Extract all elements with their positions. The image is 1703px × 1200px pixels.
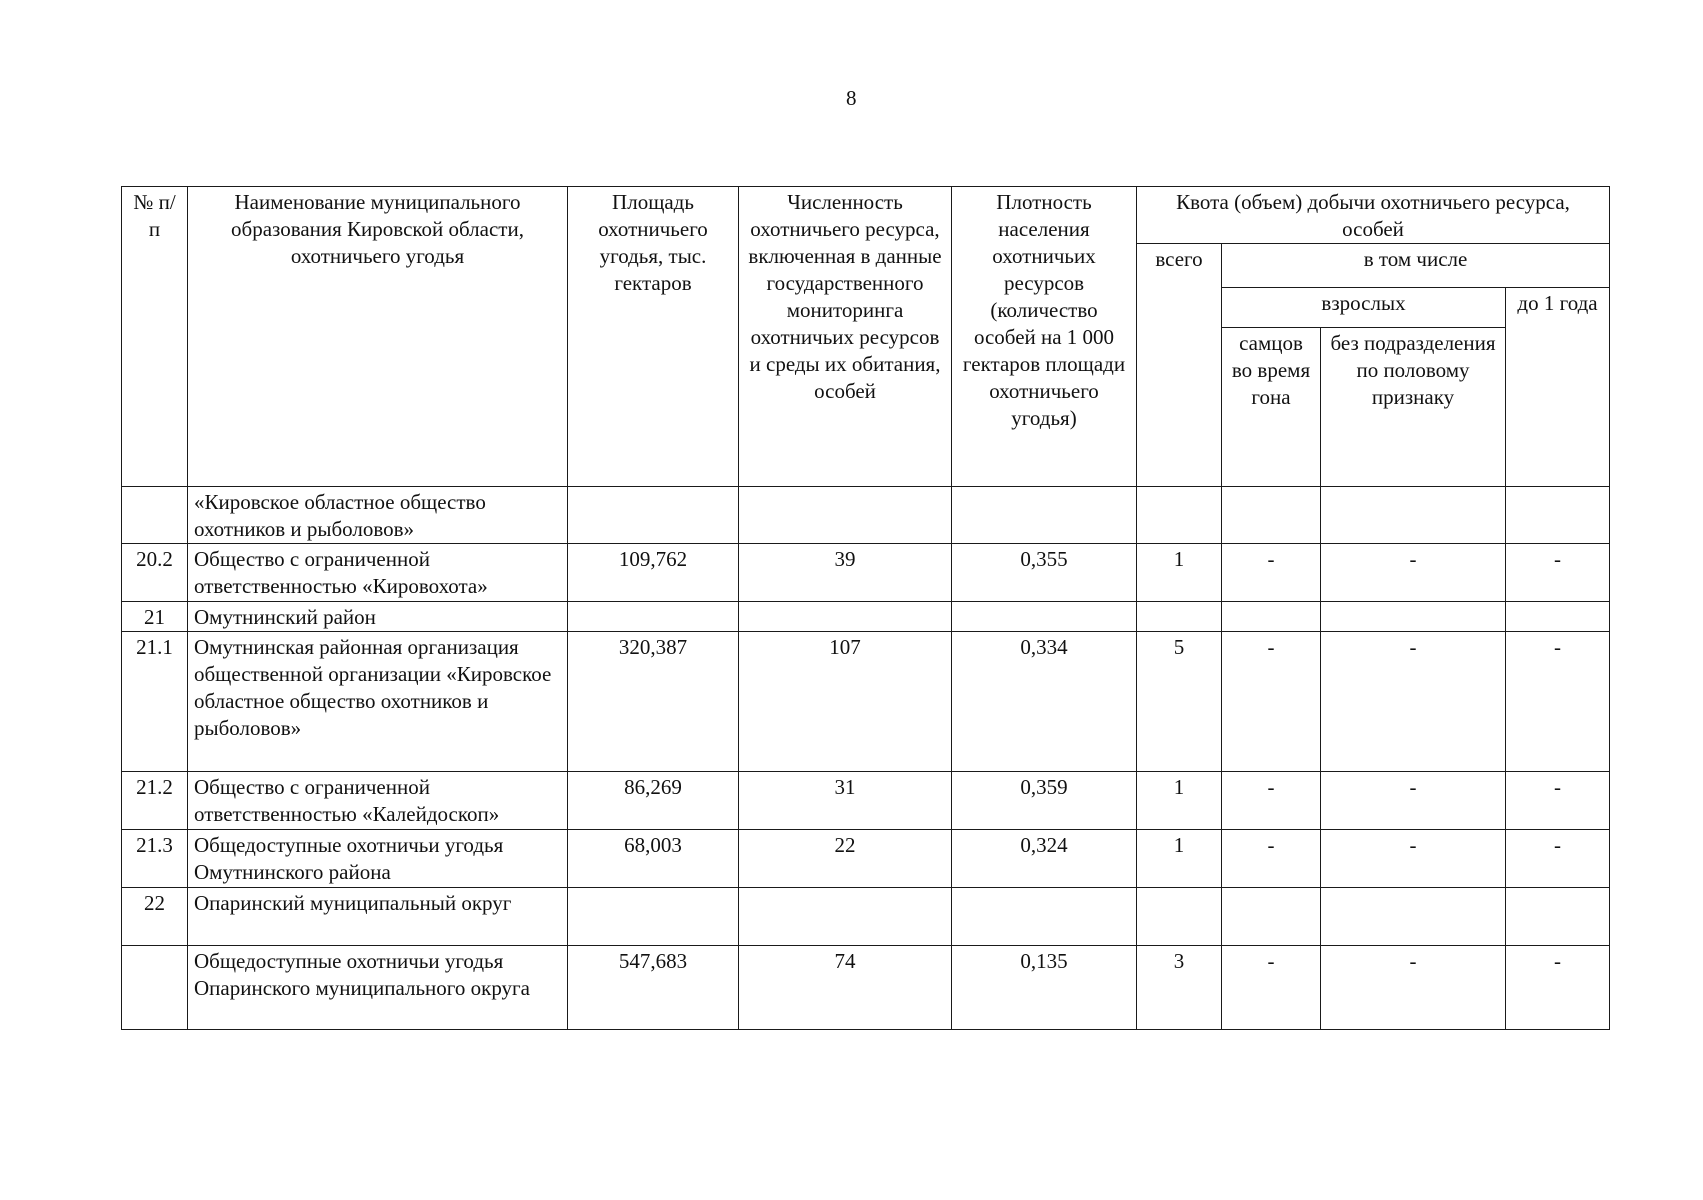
row-total: [1137, 487, 1222, 544]
row-area: 320,387: [568, 632, 739, 772]
row-density: 0,359: [952, 772, 1137, 830]
row-total: 1: [1137, 544, 1222, 602]
row-area: 547,683: [568, 946, 739, 1030]
row-males: [1222, 888, 1321, 946]
row-population: 31: [739, 772, 952, 830]
row-nosex: -: [1321, 632, 1506, 772]
row-total: 3: [1137, 946, 1222, 1030]
row-num: [122, 487, 188, 544]
row-nosex: -: [1321, 772, 1506, 830]
header-population: Численность охотничьего ресурса, включенная в данные государственного мониторинга охотничьих ресурсов и среды их обитания, особей: [739, 187, 952, 487]
row-num: [122, 946, 188, 1030]
row-population: 74: [739, 946, 952, 1030]
row-males: [1222, 602, 1321, 632]
header-density: Плотность населения охотничьих ресурсов (количество особей на 1 000 гектаров площади охотничьего угодья): [952, 187, 1137, 487]
row-nosex: -: [1321, 946, 1506, 1030]
table-row: [122, 946, 1610, 1030]
header-under-one-year: до 1 года: [1506, 288, 1610, 487]
row-name: Общество с ограниченной ответственностью «Калейдоскоп»: [188, 772, 568, 830]
row-males: -: [1222, 946, 1321, 1030]
row-total: 1: [1137, 830, 1222, 888]
row-area: 109,762: [568, 544, 739, 602]
row-total: [1137, 602, 1222, 632]
header-no-sex-split: без подразделения по половому признаку: [1321, 328, 1506, 487]
header-total: всего: [1137, 244, 1222, 487]
table-row: [122, 830, 1610, 888]
row-young: -: [1506, 946, 1610, 1030]
row-density: [952, 487, 1137, 544]
row-population: [739, 602, 952, 632]
row-males: -: [1222, 772, 1321, 830]
table-row: [122, 772, 1610, 830]
row-name: Омутнинская районная организация общественной организации «Кировское областное общество охотников и рыболовов»: [188, 632, 568, 772]
row-males: [1222, 487, 1321, 544]
row-young: -: [1506, 544, 1610, 602]
row-name: Опаринский муниципальный округ: [188, 888, 568, 946]
row-num: 21.1: [122, 632, 188, 772]
table-row: [122, 487, 1610, 544]
row-young: -: [1506, 632, 1610, 772]
header-males-rut: самцов во время гона: [1222, 328, 1321, 487]
row-nosex: -: [1321, 830, 1506, 888]
header-adults: взрослых: [1222, 288, 1506, 328]
row-males: -: [1222, 830, 1321, 888]
row-young: -: [1506, 772, 1610, 830]
row-nosex: -: [1321, 544, 1506, 602]
row-area: 68,003: [568, 830, 739, 888]
page-number: 8: [846, 86, 857, 110]
row-population: 107: [739, 632, 952, 772]
row-nosex: [1321, 487, 1506, 544]
row-males: -: [1222, 632, 1321, 772]
header-num: № п/п: [122, 187, 188, 487]
row-name: Общество с ограниченной ответственностью «Кировохота»: [188, 544, 568, 602]
row-area: [568, 888, 739, 946]
row-young: -: [1506, 830, 1610, 888]
table-row: [122, 602, 1610, 632]
header-area: Площадь охотничьего угодья, тыс. гектаров: [568, 187, 739, 487]
row-total: 1: [1137, 772, 1222, 830]
row-density: 0,135: [952, 946, 1137, 1030]
row-name: Общедоступные охотничьи угодья Опаринского муниципального округа: [188, 946, 568, 1030]
row-young: [1506, 602, 1610, 632]
row-young: [1506, 888, 1610, 946]
header-name: Наименование муниципального образования Кировской области, охотничьего угодья: [188, 187, 568, 487]
row-males: -: [1222, 544, 1321, 602]
row-density: 0,334: [952, 632, 1137, 772]
hunting-quota-table: [121, 186, 1610, 1030]
row-num: 21.3: [122, 830, 188, 888]
row-population: 39: [739, 544, 952, 602]
row-population: [739, 888, 952, 946]
row-density: [952, 602, 1137, 632]
row-num: 20.2: [122, 544, 188, 602]
row-density: 0,324: [952, 830, 1137, 888]
row-area: 86,269: [568, 772, 739, 830]
header-quota: Квота (объем) добычи охотничьего ресурса, особей: [1137, 187, 1610, 244]
row-nosex: [1321, 602, 1506, 632]
row-population: [739, 487, 952, 544]
row-total: 5: [1137, 632, 1222, 772]
row-density: 0,355: [952, 544, 1137, 602]
row-area: [568, 602, 739, 632]
row-population: 22: [739, 830, 952, 888]
row-num: 21.2: [122, 772, 188, 830]
table-row: [122, 888, 1610, 946]
table-row: [122, 632, 1610, 772]
row-nosex: [1321, 888, 1506, 946]
table-row: [122, 544, 1610, 602]
row-name: Общедоступные охотничьи угодья Омутнинского района: [188, 830, 568, 888]
header-including: в том числе: [1222, 244, 1610, 288]
row-name: Омутнинский район: [188, 602, 568, 632]
row-density: [952, 888, 1137, 946]
row-area: [568, 487, 739, 544]
row-num: 22: [122, 888, 188, 946]
row-total: [1137, 888, 1222, 946]
row-young: [1506, 487, 1610, 544]
row-num: 21: [122, 602, 188, 632]
row-name: «Кировское областное общество охотников и рыболовов»: [188, 487, 568, 544]
